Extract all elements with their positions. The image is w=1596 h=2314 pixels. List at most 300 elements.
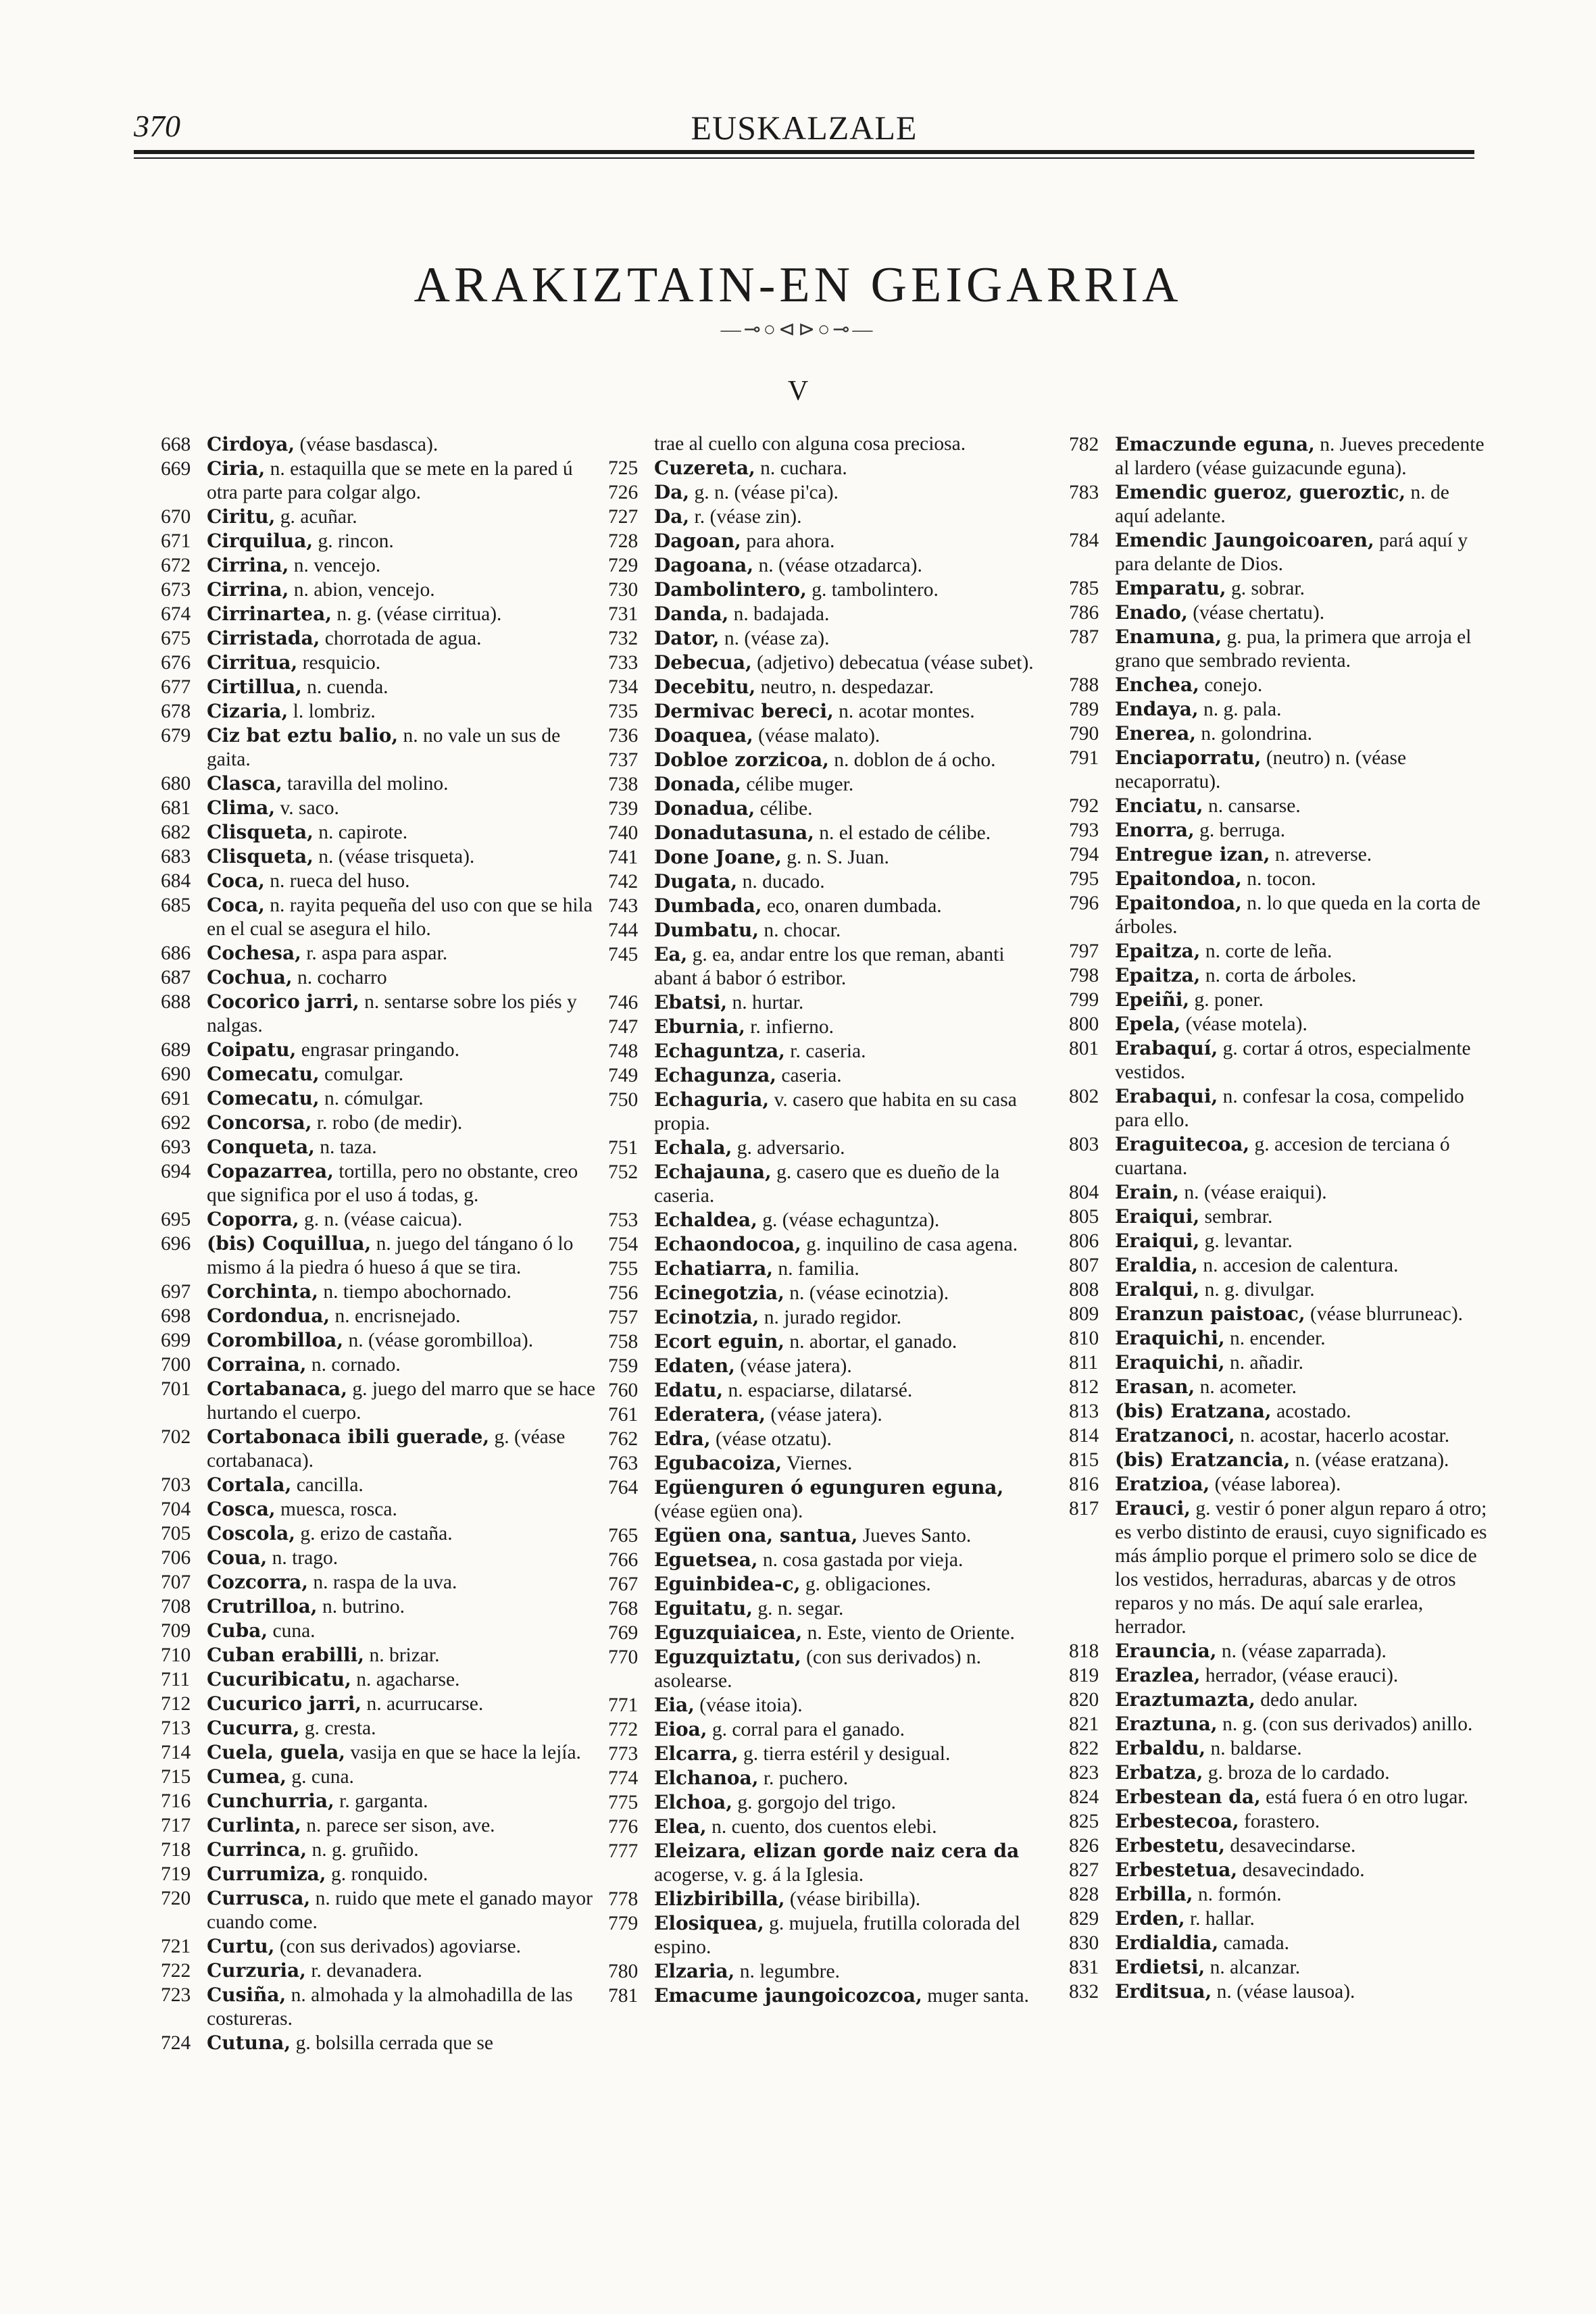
entry-number: 803 xyxy=(1069,1134,1099,1155)
entry-headword: Clima, xyxy=(207,797,276,819)
entry-definition: n. abortar, el ganado. xyxy=(784,1331,957,1353)
entry-number: 777 xyxy=(608,1840,639,1862)
entry-definition: n. cornado. xyxy=(306,1354,401,1376)
entry-number: 731 xyxy=(608,603,639,625)
entry-number: 766 xyxy=(608,1549,639,1571)
entry-headword: Cusiña, xyxy=(207,1984,286,2006)
entry-number: 810 xyxy=(1069,1328,1099,1349)
entry-number: 812 xyxy=(1069,1376,1099,1398)
dictionary-entry xyxy=(161,1886,600,1934)
dictionary-entry xyxy=(1069,1736,1488,1761)
entry-definition: n. ducado. xyxy=(737,871,825,892)
entry-number: 720 xyxy=(161,1888,191,1909)
entry-number: 696 xyxy=(161,1233,191,1255)
entry-definition: g. ea, andar entre los que reman, abanti abant á babor ó estribor. xyxy=(654,944,1005,989)
dictionary-entry xyxy=(608,699,1047,724)
dictionary-entry xyxy=(608,1766,1047,1790)
entry-headword: Curlinta, xyxy=(207,1814,301,1836)
entry-headword: Edatu, xyxy=(654,1379,724,1401)
entry-headword: Ederatera, xyxy=(654,1403,766,1426)
entry-definition: (véase basdasca). xyxy=(295,434,439,455)
entry-headword: Cochesa, xyxy=(207,942,301,964)
entry-number: 715 xyxy=(161,1766,191,1788)
entry-number: 683 xyxy=(161,846,191,867)
entry-headword: Epaitondoa, xyxy=(1115,892,1242,914)
entry-headword: Erbilla, xyxy=(1115,1883,1193,1905)
entry-headword: Ecort eguin, xyxy=(654,1330,784,1353)
entry-number: 699 xyxy=(161,1330,191,1351)
entry-headword: Da, xyxy=(654,481,690,503)
entry-headword: Dugata, xyxy=(654,870,738,892)
dictionary-entry xyxy=(1069,673,1488,697)
entry-definition: n. rayita pequeña del uso con que se hila en el cual se asegura el hilo. xyxy=(207,895,593,940)
entry-definition: está fuera ó en otro lugar. xyxy=(1260,1786,1468,1808)
entry-definition: pará aquí y para delante de Dios. xyxy=(1115,530,1468,575)
dictionary-entry xyxy=(161,553,600,578)
entry-number: 792 xyxy=(1069,795,1099,817)
dictionary-entry xyxy=(161,1328,600,1353)
entry-definition: g. tierra estéril y desigual. xyxy=(738,1743,951,1765)
dictionary-entry xyxy=(1069,601,1488,625)
entry-headword: Cucurra, xyxy=(207,1717,300,1739)
entry-number: 702 xyxy=(161,1426,191,1448)
entry-definition: g. bolsilla cerrada que se xyxy=(291,2032,493,2054)
dictionary-entry xyxy=(161,772,600,796)
entry-number: 739 xyxy=(608,798,639,820)
entry-number: 783 xyxy=(1069,482,1099,503)
entry-number: 782 xyxy=(1069,434,1099,455)
entry-number: 732 xyxy=(608,628,639,649)
entry-number: 762 xyxy=(608,1428,639,1450)
entry-headword: Epaitza, xyxy=(1115,940,1201,962)
entry-headword: Enerea, xyxy=(1115,722,1196,745)
entry-headword: Enciaporratu, xyxy=(1115,747,1262,769)
entry-definition: r. devanadera. xyxy=(305,1960,422,1982)
entry-number: 741 xyxy=(608,847,639,868)
dictionary-entry xyxy=(608,1063,1047,1088)
entry-definition: r. caseria. xyxy=(784,1040,866,1062)
dictionary-entry xyxy=(161,1959,600,1983)
entry-number: 670 xyxy=(161,506,191,528)
page-header xyxy=(134,101,1474,149)
entry-definition: g. cuna. xyxy=(286,1766,354,1788)
dictionary-entry xyxy=(608,651,1047,675)
entry-headword: Egüenguren ó egunguren eguna, xyxy=(654,1476,1004,1499)
entry-headword: Eraiqui, xyxy=(1115,1230,1200,1252)
dictionary-entry xyxy=(161,529,600,553)
entry-number: 734 xyxy=(608,676,639,698)
entry-headword: Ecinegotzia, xyxy=(654,1282,784,1304)
entry-number: 808 xyxy=(1069,1279,1099,1301)
entry-number: 716 xyxy=(161,1790,191,1812)
dictionary-entry xyxy=(608,797,1047,821)
entry-definition: g. accesion de terciana ó cuartana. xyxy=(1115,1134,1450,1179)
entry-headword: Eraztuna, xyxy=(1115,1713,1218,1735)
entry-headword: Corchinta, xyxy=(207,1280,318,1303)
entry-number: 705 xyxy=(161,1523,191,1544)
entry-headword: Cordondua, xyxy=(207,1305,330,1327)
entry-headword: Cuzereta, xyxy=(654,457,755,479)
entry-definition: n. agacharse. xyxy=(351,1669,460,1690)
dictionary-entry xyxy=(161,1473,600,1497)
dictionary-entry xyxy=(161,1304,600,1328)
dictionary-entry xyxy=(608,894,1047,918)
entry-definition: n. g. (véase cirritua). xyxy=(331,603,502,625)
entry-headword: Eratzanoci, xyxy=(1115,1424,1235,1447)
entry-number: 742 xyxy=(608,871,639,892)
entry-number: 813 xyxy=(1069,1401,1099,1422)
entry-definition: n. baldarse. xyxy=(1205,1738,1302,1759)
dictionary-entry xyxy=(1069,1858,1488,1882)
entry-number: 751 xyxy=(608,1137,639,1159)
entry-headword: Donadutasuna, xyxy=(654,822,814,844)
dictionary-entry xyxy=(1069,1229,1488,1253)
entry-number: 827 xyxy=(1069,1859,1099,1881)
entry-number: 831 xyxy=(1069,1957,1099,1978)
entry-headword: Erauncia, xyxy=(1115,1640,1217,1662)
dictionary-entry xyxy=(161,1813,600,1838)
entry-headword: Ebatsi, xyxy=(654,991,728,1013)
entry-headword: Clisqueta, xyxy=(207,821,314,843)
entry-definition: n. accesion de calentura. xyxy=(1197,1255,1399,1276)
entry-headword: Entregue izan, xyxy=(1115,843,1270,865)
entry-headword: Debecua, xyxy=(654,651,752,674)
entry-number: 796 xyxy=(1069,892,1099,914)
dictionary-entry xyxy=(161,1280,600,1304)
entry-number: 743 xyxy=(608,895,639,917)
dictionary-entry xyxy=(161,1353,600,1377)
entry-definition: n. trago. xyxy=(267,1547,339,1569)
entry-number: 677 xyxy=(161,676,191,698)
dictionary-entry xyxy=(1069,1205,1488,1229)
dictionary-entry xyxy=(161,1983,600,2031)
entry-number: 826 xyxy=(1069,1835,1099,1857)
entry-definition: r. puchero. xyxy=(758,1767,849,1789)
entry-number: 776 xyxy=(608,1816,639,1838)
entry-number: 817 xyxy=(1069,1498,1099,1519)
entry-definition: neutro, n. despedazar. xyxy=(755,676,934,698)
entry-definition: n. almohada y la almohadilla de las costureras. xyxy=(207,1984,573,2030)
dictionary-entry xyxy=(608,1281,1047,1305)
entry-definition: n. cuenda. xyxy=(301,676,389,698)
entry-number: 790 xyxy=(1069,723,1099,745)
entry-number: 795 xyxy=(1069,868,1099,890)
entry-number: 738 xyxy=(608,774,639,795)
dictionary-entry xyxy=(608,990,1047,1015)
dictionary-entry xyxy=(608,1839,1047,1887)
entry-headword: Erain, xyxy=(1115,1181,1179,1203)
entry-definition: g. adversario. xyxy=(732,1137,845,1159)
entry-number: 794 xyxy=(1069,844,1099,865)
entry-headword: Epaitondoa, xyxy=(1115,867,1242,890)
entry-definition: v. saco. xyxy=(275,797,339,819)
dictionary-entry xyxy=(608,870,1047,894)
entry-headword: Coca, xyxy=(207,870,265,892)
entry-headword: Eburnia, xyxy=(654,1015,745,1038)
entry-headword: Epeiñi, xyxy=(1115,988,1190,1011)
entry-definition: (adjetivo) debecatua (véase subet). xyxy=(751,652,1034,674)
dictionary-entry xyxy=(608,1354,1047,1378)
dictionary-entry xyxy=(1069,1882,1488,1907)
entry-number: 736 xyxy=(608,725,639,747)
entry-headword: Emaczunde eguna, xyxy=(1115,433,1315,455)
entry-definition: n. corte de leña. xyxy=(1200,940,1332,962)
entry-definition: n. cansarse. xyxy=(1203,795,1301,817)
entry-definition: (véase chertatu). xyxy=(1187,602,1325,624)
entry-number: 680 xyxy=(161,773,191,795)
entry-definition: resquicio. xyxy=(297,652,381,674)
dictionary-entry xyxy=(608,1232,1047,1257)
entry-number: 681 xyxy=(161,797,191,819)
entry-number: 730 xyxy=(608,579,639,601)
entry-definition: dedo anular. xyxy=(1255,1689,1358,1711)
entry-headword: Emendic gueroz, gueroztic, xyxy=(1115,481,1406,503)
entry-number: 809 xyxy=(1069,1303,1099,1325)
entry-number: 820 xyxy=(1069,1689,1099,1711)
entry-definition: comulgar. xyxy=(319,1063,404,1085)
dictionary-entry xyxy=(1069,891,1488,939)
entry-headword: Concorsa, xyxy=(207,1111,312,1134)
entry-headword: Donadua, xyxy=(654,797,755,820)
dictionary-entry xyxy=(608,1621,1047,1645)
column-3 xyxy=(1069,432,1488,2004)
entry-definition: n. no vale un sus de gaita. xyxy=(207,725,561,770)
entry-number: 769 xyxy=(608,1622,639,1644)
entry-definition: r. garganta. xyxy=(334,1790,428,1812)
entry-headword: Cocorico jarri, xyxy=(207,990,359,1013)
entry-headword: Echajauna, xyxy=(654,1161,772,1183)
entry-number: 735 xyxy=(608,701,639,722)
entry-number: 786 xyxy=(1069,602,1099,624)
dictionary-entry xyxy=(1069,625,1488,673)
entry-number: 708 xyxy=(161,1596,191,1617)
entry-headword: Cuba, xyxy=(207,1619,268,1642)
entry-number: 737 xyxy=(608,749,639,771)
entry-number: 799 xyxy=(1069,989,1099,1011)
entry-number: 779 xyxy=(608,1913,639,1934)
dictionary-entry xyxy=(1069,576,1488,601)
entry-headword: Cirristada, xyxy=(207,627,320,649)
entry-definition: n. acotar montes. xyxy=(833,701,975,722)
dictionary-entry xyxy=(1069,1809,1488,1834)
entry-definition: camada. xyxy=(1218,1932,1290,1954)
dictionary-entry xyxy=(608,578,1047,602)
entry-definition: g. (véase cortabanaca). xyxy=(207,1426,566,1472)
page-number: 370 xyxy=(134,109,180,143)
entry-number: 788 xyxy=(1069,674,1099,696)
entry-number: 825 xyxy=(1069,1811,1099,1832)
dictionary-entry xyxy=(161,845,600,869)
entry-headword: Erbestean da, xyxy=(1115,1786,1261,1808)
entry-headword: Elchanoa, xyxy=(654,1767,759,1789)
entry-definition: n. chocar. xyxy=(759,920,841,941)
dictionary-entry xyxy=(1069,1448,1488,1472)
dictionary-entry xyxy=(161,724,600,772)
entry-definition: n. abion, vencejo. xyxy=(289,579,435,601)
dictionary-entry xyxy=(1069,1785,1488,1809)
entry-definition: n. acometer. xyxy=(1195,1376,1297,1398)
entry-headword: Erbatza, xyxy=(1115,1761,1203,1784)
dictionary-entry xyxy=(161,1765,600,1789)
entry-headword: Ciz bat eztu balio, xyxy=(207,724,399,747)
entry-headword: Erbestecoa, xyxy=(1115,1810,1239,1832)
entry-definition: acostado. xyxy=(1271,1401,1351,1422)
entry-definition: n. tiempo abochornado. xyxy=(318,1281,512,1303)
dictionary-entry xyxy=(1069,1326,1488,1351)
dictionary-entry xyxy=(161,2031,600,2055)
dictionary-entry xyxy=(1069,1012,1488,1036)
entry-number: 770 xyxy=(608,1646,639,1668)
entry-definition: r. aspa para aspar. xyxy=(301,942,448,964)
entry-definition: g. n. S. Juan. xyxy=(781,847,889,868)
entry-definition: n. (véase lausoa). xyxy=(1212,1981,1355,2003)
entry-headword: Coipatu, xyxy=(207,1038,297,1061)
entry-definition: (neutro) n. (véase necaporratu). xyxy=(1115,747,1407,793)
dictionary-entry xyxy=(608,1524,1047,1548)
entry-definition: (véase laborea). xyxy=(1210,1474,1341,1495)
entry-headword: Eratzioa, xyxy=(1115,1473,1210,1495)
entry-number: 733 xyxy=(608,652,639,674)
entry-headword: Echatiarra, xyxy=(654,1257,773,1280)
entry-definition: n. encrisnejado. xyxy=(330,1305,461,1327)
entry-definition: g. obligaciones. xyxy=(800,1574,931,1595)
entry-number: 759 xyxy=(608,1355,639,1377)
header-rule xyxy=(134,150,1474,154)
entry-headword: Eleizara, elizan gorde naiz cera da xyxy=(654,1840,1020,1862)
entry-number: 674 xyxy=(161,603,191,625)
entry-headword: Doaquea, xyxy=(654,724,753,747)
entry-number: 818 xyxy=(1069,1640,1099,1662)
dictionary-entry xyxy=(161,941,600,965)
entry-definition: acogerse, v. g. á la Iglesia. xyxy=(654,1864,864,1886)
entry-number: 752 xyxy=(608,1161,639,1183)
entry-definition: g. berruga. xyxy=(1194,820,1286,841)
dictionary-entry xyxy=(1069,1834,1488,1858)
dictionary-entry xyxy=(608,1015,1047,1039)
dictionary-entry xyxy=(161,1692,600,1716)
entry-definition: taravilla del molino. xyxy=(282,773,449,795)
entry-definition: (véase jatera). xyxy=(766,1404,882,1426)
dictionary-entry xyxy=(1069,1980,1488,2004)
dictionary-entry xyxy=(608,456,1047,480)
entry-headword: Elcarra, xyxy=(654,1742,739,1765)
dictionary-entry xyxy=(1069,1496,1488,1639)
dictionary-entry xyxy=(161,965,600,990)
dictionary-entry xyxy=(1069,1424,1488,1448)
entry-headword: Elosiquea, xyxy=(654,1912,764,1934)
entry-headword: Comecatu, xyxy=(207,1063,320,1085)
entry-headword: Echaguria, xyxy=(654,1088,770,1111)
dictionary-entry xyxy=(161,1643,600,1667)
dictionary-entry xyxy=(161,626,600,651)
entry-number: 740 xyxy=(608,822,639,844)
entry-headword: Coua, xyxy=(207,1546,268,1569)
entry-definition: g. rincon. xyxy=(313,530,394,552)
entry-number: 725 xyxy=(608,457,639,479)
entry-definition: engrasar pringando. xyxy=(296,1039,460,1061)
dictionary-entry xyxy=(1069,1253,1488,1278)
dictionary-entry xyxy=(608,1717,1047,1742)
dictionary-entry xyxy=(1069,963,1488,988)
entry-definition: n. g. (con sus derivados) anillo. xyxy=(1217,1713,1473,1735)
dictionary-entry xyxy=(161,1546,600,1570)
entry-definition: n. el estado de célibe. xyxy=(814,822,991,844)
dictionary-entry xyxy=(1069,794,1488,818)
entry-number: 682 xyxy=(161,822,191,843)
entry-definition: n. butrino. xyxy=(317,1596,405,1617)
entry-headword: Eguetsea, xyxy=(654,1549,758,1571)
entry-number: 814 xyxy=(1069,1425,1099,1447)
dictionary-entry xyxy=(161,1934,600,1959)
entry-definition: (véase otzatu). xyxy=(710,1428,832,1450)
entry-headword: Emacume jaungoicozcoa, xyxy=(654,1984,922,2007)
entry-number: 755 xyxy=(608,1258,639,1280)
entry-number: 689 xyxy=(161,1039,191,1061)
entry-number: 673 xyxy=(161,579,191,601)
entry-definition: vasija en que se hace la lejía. xyxy=(345,1742,581,1763)
entry-headword: Curtu, xyxy=(207,1935,275,1957)
entry-headword: Corraina, xyxy=(207,1353,307,1376)
entry-headword: Dambolintero, xyxy=(654,578,807,601)
entry-headword: Epaitza, xyxy=(1115,964,1201,986)
entry-definition: n. cuento, dos cuentos elebi. xyxy=(706,1816,937,1838)
entry-headword: Clisqueta, xyxy=(207,845,314,867)
dictionary-entry xyxy=(161,699,600,724)
entry-number: 684 xyxy=(161,870,191,892)
entry-number: 706 xyxy=(161,1547,191,1569)
entry-headword: Ciritu, xyxy=(207,505,276,528)
entry-definition: célibe muger. xyxy=(741,774,854,795)
entry-number: 772 xyxy=(608,1719,639,1740)
entry-number: 800 xyxy=(1069,1013,1099,1035)
entry-headword: Echaondocoa, xyxy=(654,1233,801,1255)
entry-definition: n. ruido que mete el ganado mayor cuando come. xyxy=(207,1888,593,1933)
entry-headword: Decebitu, xyxy=(654,676,756,698)
entry-number: 687 xyxy=(161,967,191,988)
dictionary-entry xyxy=(1069,1302,1488,1326)
entry-number: 676 xyxy=(161,652,191,674)
entry-definition: n. encender. xyxy=(1224,1328,1326,1349)
dictionary-entry xyxy=(161,1135,600,1159)
dictionary-entry xyxy=(161,796,600,820)
entry-definition: g. corral para el ganado. xyxy=(707,1719,905,1740)
entry-headword: Danda, xyxy=(654,603,729,625)
dictionary-entry xyxy=(161,432,600,457)
dictionary-entry xyxy=(161,1789,600,1813)
entry-number: 763 xyxy=(608,1453,639,1474)
dictionary-entry xyxy=(608,1451,1047,1476)
entry-number: 756 xyxy=(608,1282,639,1304)
entry-definition: n. hurtar. xyxy=(727,992,804,1013)
entry-definition: n. lo que queda en la corta de árboles. xyxy=(1115,892,1480,938)
dictionary-entry xyxy=(608,845,1047,870)
entry-definition: g. gorgojo del trigo. xyxy=(732,1792,896,1813)
dictionary-entry xyxy=(608,675,1047,699)
entry-definition: (véase malato). xyxy=(753,725,880,747)
entry-definition: n. cómulgar. xyxy=(319,1088,424,1109)
entry-number: 791 xyxy=(1069,747,1099,769)
dictionary-entry xyxy=(161,1159,600,1207)
entry-number: 767 xyxy=(608,1574,639,1595)
entry-definition: g. erizo de castaña. xyxy=(295,1523,453,1544)
dictionary-entry xyxy=(608,1548,1047,1572)
dictionary-entry xyxy=(161,675,600,699)
entry-definition: g. ronquido. xyxy=(326,1863,428,1885)
entry-definition: n. badajada. xyxy=(728,603,830,625)
entry-number: 721 xyxy=(161,1936,191,1957)
entry-headword: Echagunza, xyxy=(654,1064,776,1086)
entry-definition: herrador, (véase erauci). xyxy=(1200,1665,1399,1686)
